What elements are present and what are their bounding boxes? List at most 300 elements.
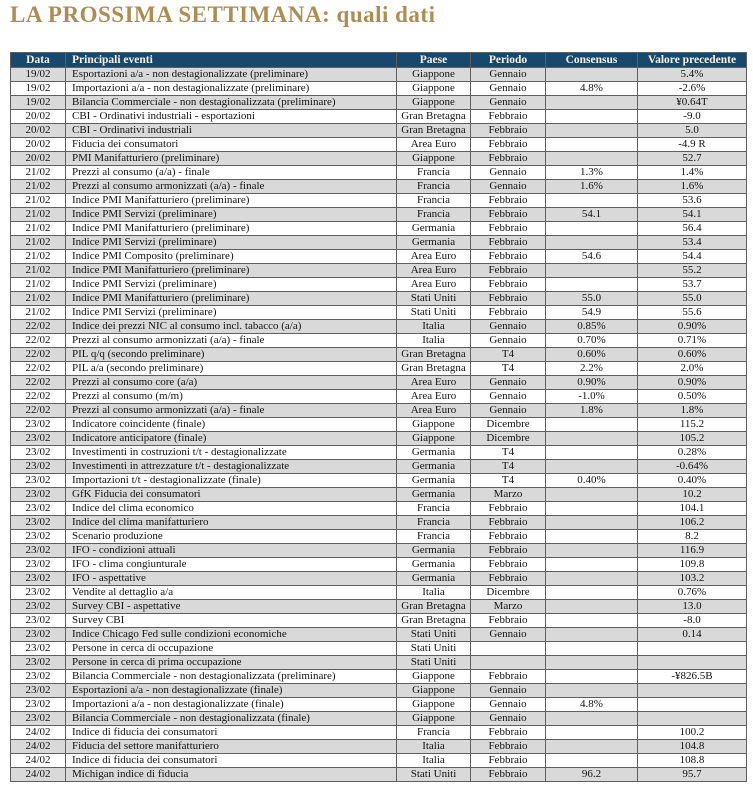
- cell-paese: Francia: [397, 726, 471, 740]
- cell-date: 23/02: [11, 698, 66, 712]
- cell-valore-precedente: 104.8: [638, 740, 747, 754]
- table-row: [11, 278, 747, 292]
- cell-paese: Stati Uniti: [397, 656, 471, 670]
- cell-consensus: [546, 642, 638, 656]
- cell-paese: Stati Uniti: [397, 628, 471, 642]
- cell-consensus: [546, 600, 638, 614]
- cell-date: 23/02: [11, 432, 66, 446]
- cell-valore-precedente: 55.6: [638, 306, 747, 320]
- cell-paese: Area Euro: [397, 376, 471, 390]
- cell-paese: Francia: [397, 516, 471, 530]
- cell-date: 21/02: [11, 194, 66, 208]
- cell-valore-precedente: 0.71%: [638, 334, 747, 348]
- cell-paese: Germania: [397, 488, 471, 502]
- cell-paese: Italia: [397, 334, 471, 348]
- cell-paese: Area Euro: [397, 264, 471, 278]
- cell-periodo: [471, 656, 546, 670]
- cell-date: 21/02: [11, 180, 66, 194]
- table-row: [11, 250, 747, 264]
- cell-periodo: Gennaio: [471, 68, 546, 82]
- page-title: LA PROSSIMA SETTIMANA: quali dati: [10, 2, 436, 27]
- cell-date: 21/02: [11, 292, 66, 306]
- table-row: [11, 628, 747, 642]
- cell-valore-precedente: 54.4: [638, 250, 747, 264]
- table-row: [11, 432, 747, 446]
- cell-periodo: Gennaio: [471, 628, 546, 642]
- table-row: [11, 670, 747, 684]
- cell-valore-precedente: 116.9: [638, 544, 747, 558]
- table-row: [11, 474, 747, 488]
- cell-valore-precedente: [638, 712, 747, 726]
- table-row: [11, 222, 747, 236]
- cell-periodo: Febbraio: [471, 670, 546, 684]
- table-row: [11, 236, 747, 250]
- cell-event: Indice PMI Servizi (preliminare): [66, 208, 397, 222]
- table-row: [11, 418, 747, 432]
- cell-valore-precedente: 0.14: [638, 628, 747, 642]
- cell-paese: Stati Uniti: [397, 306, 471, 320]
- cell-periodo: Febbraio: [471, 530, 546, 544]
- cell-consensus: [546, 152, 638, 166]
- cell-periodo: Gennaio: [471, 180, 546, 194]
- cell-event: Prezzi al consumo (a/a) - finale: [66, 166, 397, 180]
- cell-periodo: [471, 642, 546, 656]
- cell-consensus: [546, 502, 638, 516]
- column-header-data: Data: [11, 53, 66, 68]
- cell-date: 23/02: [11, 572, 66, 586]
- cell-valore-precedente: -8.0: [638, 614, 747, 628]
- cell-event: Indice Chicago Fed sulle condizioni economiche: [66, 628, 397, 642]
- cell-valore-precedente: -¥826.5B: [638, 670, 747, 684]
- cell-event: Investimenti in costruzioni t/t - destagionalizzate: [66, 446, 397, 460]
- cell-date: 21/02: [11, 236, 66, 250]
- cell-paese: Germania: [397, 572, 471, 586]
- cell-paese: Giappone: [397, 82, 471, 96]
- cell-paese: Gran Bretagna: [397, 362, 471, 376]
- cell-consensus: 0.90%: [546, 376, 638, 390]
- cell-date: 23/02: [11, 684, 66, 698]
- cell-event: Indice PMI Manifatturiero (preliminare): [66, 222, 397, 236]
- cell-date: 23/02: [11, 600, 66, 614]
- cell-periodo: Gennaio: [471, 82, 546, 96]
- column-header-valore-precedente: Valore precedente: [638, 53, 747, 68]
- cell-paese: Gran Bretagna: [397, 110, 471, 124]
- cell-periodo: Dicembre: [471, 418, 546, 432]
- cell-valore-precedente: 105.2: [638, 432, 747, 446]
- cell-date: 23/02: [11, 502, 66, 516]
- cell-consensus: [546, 740, 638, 754]
- cell-paese: Germania: [397, 222, 471, 236]
- cell-valore-precedente: 1.4%: [638, 166, 747, 180]
- cell-valore-precedente: 104.1: [638, 502, 747, 516]
- cell-valore-precedente: 1.6%: [638, 180, 747, 194]
- cell-event: Importazioni a/a - non destagionalizzate (preliminare): [66, 82, 397, 96]
- cell-valore-precedente: [638, 642, 747, 656]
- cell-event: Prezzi al consumo (m/m): [66, 390, 397, 404]
- cell-paese: Stati Uniti: [397, 292, 471, 306]
- cell-event: Bilancia Commerciale - non destagionalizzata (preliminare): [66, 96, 397, 110]
- cell-event: Prezzi al consumo armonizzati (a/a) - finale: [66, 334, 397, 348]
- cell-periodo: T4: [471, 460, 546, 474]
- cell-event: Investimenti in attrezzature t/t - destagionalizzate: [66, 460, 397, 474]
- cell-paese: Francia: [397, 530, 471, 544]
- cell-paese: Francia: [397, 180, 471, 194]
- cell-valore-precedente: 53.7: [638, 278, 747, 292]
- cell-paese: Germania: [397, 558, 471, 572]
- cell-consensus: 4.8%: [546, 82, 638, 96]
- cell-date: 20/02: [11, 138, 66, 152]
- cell-date: 23/02: [11, 642, 66, 656]
- cell-date: 22/02: [11, 404, 66, 418]
- cell-valore-precedente: 115.2: [638, 418, 747, 432]
- cell-periodo: Dicembre: [471, 586, 546, 600]
- cell-event: Indice del clima economico: [66, 502, 397, 516]
- cell-event: Persone in cerca di prima occupazione: [66, 656, 397, 670]
- cell-paese: Francia: [397, 502, 471, 516]
- cell-periodo: Febbraio: [471, 614, 546, 628]
- cell-event: Indice PMI Manifatturiero (preliminare): [66, 264, 397, 278]
- cell-paese: Giappone: [397, 418, 471, 432]
- cell-date: 23/02: [11, 558, 66, 572]
- table-row: [11, 152, 747, 166]
- cell-consensus: [546, 712, 638, 726]
- cell-paese: Italia: [397, 740, 471, 754]
- cell-consensus: [546, 236, 638, 250]
- cell-periodo: Febbraio: [471, 278, 546, 292]
- cell-periodo: Gennaio: [471, 390, 546, 404]
- cell-paese: Francia: [397, 194, 471, 208]
- cell-consensus: [546, 572, 638, 586]
- cell-event: Persone in cerca di occupazione: [66, 642, 397, 656]
- table-row: [11, 684, 747, 698]
- cell-valore-precedente: -9.0: [638, 110, 747, 124]
- cell-periodo: Dicembre: [471, 432, 546, 446]
- cell-periodo: Gennaio: [471, 334, 546, 348]
- cell-periodo: Febbraio: [471, 264, 546, 278]
- cell-consensus: [546, 684, 638, 698]
- cell-paese: Germania: [397, 446, 471, 460]
- cell-consensus: 1.6%: [546, 180, 638, 194]
- table-row: [11, 572, 747, 586]
- cell-date: 19/02: [11, 96, 66, 110]
- cell-date: 22/02: [11, 390, 66, 404]
- cell-consensus: [546, 278, 638, 292]
- table-row: [11, 180, 747, 194]
- cell-consensus: 54.6: [546, 250, 638, 264]
- cell-periodo: Febbraio: [471, 768, 546, 782]
- cell-consensus: -1.0%: [546, 390, 638, 404]
- cell-periodo: Marzo: [471, 600, 546, 614]
- cell-consensus: [546, 460, 638, 474]
- cell-date: 21/02: [11, 306, 66, 320]
- cell-paese: Area Euro: [397, 138, 471, 152]
- cell-consensus: 0.60%: [546, 348, 638, 362]
- cell-paese: Italia: [397, 320, 471, 334]
- cell-valore-precedente: ¥0.64T: [638, 96, 747, 110]
- cell-event: Vendite al dettaglio a/a: [66, 586, 397, 600]
- cell-periodo: T4: [471, 474, 546, 488]
- cell-valore-precedente: 55.2: [638, 264, 747, 278]
- cell-event: Survey CBI - aspettative: [66, 600, 397, 614]
- cell-paese: Giappone: [397, 432, 471, 446]
- cell-event: Importazioni t/t - destagionalizzate (finale): [66, 474, 397, 488]
- cell-valore-precedente: 0.90%: [638, 320, 747, 334]
- cell-periodo: Febbraio: [471, 194, 546, 208]
- table-row: [11, 726, 747, 740]
- cell-date: 24/02: [11, 768, 66, 782]
- cell-paese: Francia: [397, 166, 471, 180]
- cell-event: Indice di fiducia dei consumatori: [66, 726, 397, 740]
- table-row: [11, 208, 747, 222]
- column-header-periodo: Periodo: [471, 53, 546, 68]
- cell-paese: Area Euro: [397, 278, 471, 292]
- cell-consensus: 54.9: [546, 306, 638, 320]
- cell-periodo: Febbraio: [471, 754, 546, 768]
- cell-date: 21/02: [11, 278, 66, 292]
- cell-event: Indice PMI Servizi (preliminare): [66, 306, 397, 320]
- cell-date: 23/02: [11, 586, 66, 600]
- cell-valore-precedente: 56.4: [638, 222, 747, 236]
- cell-consensus: 96.2: [546, 768, 638, 782]
- table-row: [11, 740, 747, 754]
- cell-valore-precedente: 54.1: [638, 208, 747, 222]
- cell-valore-precedente: 8.2: [638, 530, 747, 544]
- cell-valore-precedente: 108.8: [638, 754, 747, 768]
- cell-event: IFO - condizioni attuali: [66, 544, 397, 558]
- table-row: [11, 698, 747, 712]
- cell-date: 22/02: [11, 362, 66, 376]
- cell-paese: Germania: [397, 236, 471, 250]
- table-row: [11, 600, 747, 614]
- cell-date: 23/02: [11, 656, 66, 670]
- table-row: [11, 82, 747, 96]
- cell-consensus: [546, 628, 638, 642]
- cell-valore-precedente: 1.8%: [638, 404, 747, 418]
- cell-date: 23/02: [11, 418, 66, 432]
- cell-date: 23/02: [11, 670, 66, 684]
- cell-periodo: Gennaio: [471, 376, 546, 390]
- cell-paese: Area Euro: [397, 250, 471, 264]
- cell-paese: Italia: [397, 754, 471, 768]
- table-row: [11, 642, 747, 656]
- cell-paese: Giappone: [397, 670, 471, 684]
- cell-periodo: Febbraio: [471, 292, 546, 306]
- table-row: [11, 292, 747, 306]
- cell-event: Indice PMI Composito (preliminare): [66, 250, 397, 264]
- cell-consensus: [546, 96, 638, 110]
- cell-event: Indice del clima manifatturiero: [66, 516, 397, 530]
- cell-paese: Giappone: [397, 152, 471, 166]
- table-row: [11, 138, 747, 152]
- cell-event: Esportazioni a/a - non destagionalizzate (finale): [66, 684, 397, 698]
- cell-date: 24/02: [11, 740, 66, 754]
- cell-periodo: Febbraio: [471, 250, 546, 264]
- cell-consensus: [546, 754, 638, 768]
- cell-event: Prezzi al consumo armonizzati (a/a) - finale: [66, 180, 397, 194]
- cell-valore-precedente: 0.90%: [638, 376, 747, 390]
- cell-periodo: Febbraio: [471, 236, 546, 250]
- cell-valore-precedente: 53.6: [638, 194, 747, 208]
- cell-valore-precedente: 0.50%: [638, 390, 747, 404]
- column-header-paese: Paese: [397, 53, 471, 68]
- cell-paese: Giappone: [397, 712, 471, 726]
- cell-periodo: Febbraio: [471, 544, 546, 558]
- cell-paese: Italia: [397, 586, 471, 600]
- cell-event: Survey CBI: [66, 614, 397, 628]
- cell-event: IFO - clima congiunturale: [66, 558, 397, 572]
- cell-valore-precedente: 10.2: [638, 488, 747, 502]
- cell-event: Prezzi al consumo armonizzati (a/a) - finale: [66, 404, 397, 418]
- cell-paese: Francia: [397, 208, 471, 222]
- cell-event: Fiducia dei consumatori: [66, 138, 397, 152]
- cell-valore-precedente: 52.7: [638, 152, 747, 166]
- cell-event: Indicatore coincidente (finale): [66, 418, 397, 432]
- cell-periodo: Marzo: [471, 488, 546, 502]
- cell-consensus: [546, 446, 638, 460]
- cell-consensus: [546, 558, 638, 572]
- cell-paese: Gran Bretagna: [397, 614, 471, 628]
- cell-periodo: Febbraio: [471, 110, 546, 124]
- table-header-row: [11, 53, 747, 68]
- cell-consensus: [546, 530, 638, 544]
- cell-date: 22/02: [11, 320, 66, 334]
- cell-paese: Gran Bretagna: [397, 124, 471, 138]
- table-row: [11, 712, 747, 726]
- cell-date: 23/02: [11, 530, 66, 544]
- cell-date: 23/02: [11, 446, 66, 460]
- cell-valore-precedente: 100.2: [638, 726, 747, 740]
- cell-date: 21/02: [11, 166, 66, 180]
- cell-event: Indice PMI Manifatturiero (preliminare): [66, 194, 397, 208]
- cell-event: Indice di fiducia dei consumatori: [66, 754, 397, 768]
- cell-periodo: Gennaio: [471, 698, 546, 712]
- cell-consensus: [546, 516, 638, 530]
- cell-paese: Gran Bretagna: [397, 600, 471, 614]
- cell-valore-precedente: 95.7: [638, 768, 747, 782]
- cell-consensus: [546, 670, 638, 684]
- cell-date: 22/02: [11, 334, 66, 348]
- cell-consensus: [546, 110, 638, 124]
- cell-valore-precedente: 0.40%: [638, 474, 747, 488]
- cell-consensus: [546, 124, 638, 138]
- table-body: [11, 68, 747, 782]
- table-row: [11, 446, 747, 460]
- cell-periodo: Febbraio: [471, 306, 546, 320]
- cell-consensus: [546, 194, 638, 208]
- cell-periodo: Febbraio: [471, 558, 546, 572]
- table-row: [11, 502, 747, 516]
- column-header-eventi: Principali eventi: [66, 53, 397, 68]
- table-row: [11, 320, 747, 334]
- cell-paese: Germania: [397, 474, 471, 488]
- cell-paese: Area Euro: [397, 404, 471, 418]
- cell-date: 19/02: [11, 68, 66, 82]
- cell-event: Michigan indice di fiducia: [66, 768, 397, 782]
- cell-date: 20/02: [11, 110, 66, 124]
- cell-date: 22/02: [11, 376, 66, 390]
- table-row: [11, 656, 747, 670]
- table-row: [11, 376, 747, 390]
- cell-periodo: T4: [471, 446, 546, 460]
- cell-periodo: Gennaio: [471, 96, 546, 110]
- cell-periodo: Febbraio: [471, 208, 546, 222]
- cell-consensus: [546, 264, 638, 278]
- cell-periodo: Febbraio: [471, 516, 546, 530]
- cell-valore-precedente: 5.0: [638, 124, 747, 138]
- cell-paese: Gran Bretagna: [397, 348, 471, 362]
- cell-valore-precedente: -0.64%: [638, 460, 747, 474]
- cell-date: 20/02: [11, 152, 66, 166]
- cell-event: Esportazioni a/a - non destagionalizzate (preliminare): [66, 68, 397, 82]
- cell-date: 19/02: [11, 82, 66, 96]
- table-row: [11, 166, 747, 180]
- cell-event: Prezzi al consumo core (a/a): [66, 376, 397, 390]
- cell-periodo: Febbraio: [471, 152, 546, 166]
- cell-event: Indice PMI Manifatturiero (preliminare): [66, 292, 397, 306]
- cell-valore-precedente: 109.8: [638, 558, 747, 572]
- cell-periodo: T4: [471, 362, 546, 376]
- cell-valore-precedente: 53.4: [638, 236, 747, 250]
- cell-paese: Stati Uniti: [397, 768, 471, 782]
- cell-consensus: 54.1: [546, 208, 638, 222]
- cell-date: 24/02: [11, 726, 66, 740]
- cell-consensus: [546, 488, 638, 502]
- table-row: [11, 334, 747, 348]
- cell-valore-precedente: 103.2: [638, 572, 747, 586]
- cell-consensus: [546, 418, 638, 432]
- cell-date: 21/02: [11, 250, 66, 264]
- cell-consensus: 0.40%: [546, 474, 638, 488]
- cell-paese: Giappone: [397, 68, 471, 82]
- cell-valore-precedente: -4.9 R: [638, 138, 747, 152]
- table-row: [11, 768, 747, 782]
- cell-consensus: 4.8%: [546, 698, 638, 712]
- cell-consensus: [546, 726, 638, 740]
- cell-event: Fiducia del settore manifatturiero: [66, 740, 397, 754]
- cell-valore-precedente: 55.0: [638, 292, 747, 306]
- cell-event: CBI - Ordinativi industriali - esportazioni: [66, 110, 397, 124]
- cell-valore-precedente: 5.4%: [638, 68, 747, 82]
- table-row: [11, 558, 747, 572]
- cell-consensus: [546, 68, 638, 82]
- cell-valore-precedente: 0.28%: [638, 446, 747, 460]
- cell-consensus: 55.0: [546, 292, 638, 306]
- cell-event: Indice PMI Servizi (preliminare): [66, 236, 397, 250]
- cell-periodo: Gennaio: [471, 320, 546, 334]
- table-row: [11, 754, 747, 768]
- column-header-consensus: Consensus: [546, 53, 638, 68]
- cell-event: Importazioni a/a - non destagionalizzate (finale): [66, 698, 397, 712]
- cell-date: 21/02: [11, 208, 66, 222]
- cell-paese: Germania: [397, 544, 471, 558]
- cell-periodo: Febbraio: [471, 124, 546, 138]
- table-row: [11, 194, 747, 208]
- cell-date: 23/02: [11, 544, 66, 558]
- cell-date: 22/02: [11, 348, 66, 362]
- table-row: [11, 96, 747, 110]
- cell-consensus: [546, 614, 638, 628]
- cell-date: 23/02: [11, 488, 66, 502]
- cell-date: 23/02: [11, 516, 66, 530]
- cell-valore-precedente: [638, 656, 747, 670]
- table-row: [11, 488, 747, 502]
- table-row: [11, 68, 747, 82]
- cell-event: PMI Manifatturiero (preliminare): [66, 152, 397, 166]
- cell-consensus: [546, 138, 638, 152]
- cell-valore-precedente: -2.6%: [638, 82, 747, 96]
- table-row: [11, 264, 747, 278]
- table-row: [11, 586, 747, 600]
